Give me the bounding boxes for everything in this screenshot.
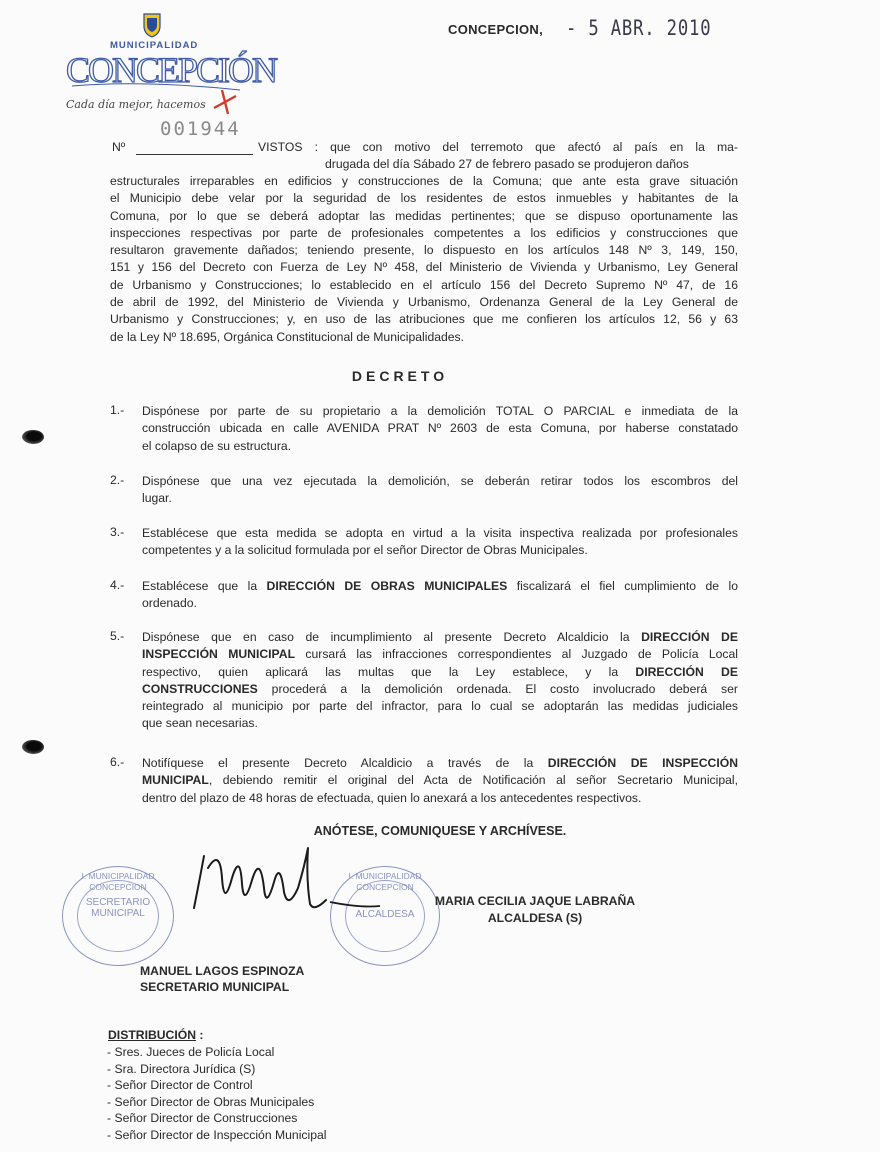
item-number: 6.- [110,755,125,769]
vistos-line: 151 y 156 del Decreto con Fuerza de Ley Nº 458, del Ministerio de Vivienda y Urbanismo, Ley General [110,260,738,275]
list-item: - Sra. Directora Jurídica (S) [107,1061,256,1076]
item-line: Establécese que esta medida se adopta en virtud a la visita inspectiva realizada por profesionales [142,526,738,540]
item-line: reintegrado al municipio por parte del infractor, para lo cual se adoptarán las medidas judiciales [142,699,738,714]
vistos-line: Comuna, por lo que se deberá adoptar las medidas pertinentes; que se dispuso oportunamente las [110,208,738,223]
handwritten-signature [180,838,380,918]
red-plus-icon [214,90,236,114]
closing-formula: ANÓTESE, COMUNIQUESE Y ARCHÍVESE. [313,824,567,838]
punch-hole [22,430,44,444]
secretary-name: MANUEL LAGOS ESPINOZA [140,964,305,978]
list-item: - Señor Director de Obras Municipales [107,1094,315,1109]
decree-number-underline [136,154,253,155]
list-item: - Señor Director de Inspección Municipal [107,1127,327,1142]
secretary-seal [62,866,174,966]
logo-top-text: MUNICIPALIDAD [110,40,199,51]
vistos-first-line: VISTOS : que con motivo del terremoto que afectó al país en la ma- [258,140,738,154]
decree-number-label: Nº [112,140,126,154]
item-line: el colapso de su estructura. [142,438,292,453]
item-number: 4.- [110,578,125,592]
distribution-list [107,1044,326,1143]
punch-hole [22,740,44,754]
city-label: CONCEPCION, [448,22,544,37]
decree-title: DECRETO [351,368,449,384]
seal-ring-text: I. MUNICIPALIDAD CONCEPCION [81,871,155,892]
vistos-line: de abril de 1992, del Ministerio de Vivienda y Urbanismo, Ordenanza General de la Ley General de [110,295,738,310]
municipality-logo [64,12,277,122]
item-number: 1.- [110,403,125,417]
logo-slogan-text: Cada día mejor, hacemos [66,98,206,111]
item-number: 2.- [110,473,125,487]
vistos-line: el Municipio debe velar por la seguridad de los residentes de estos inmuebles y habitantes de la [110,191,738,206]
vistos-second-line: drugada del día Sábado 27 de febrero pasado se produjeron daños [325,157,689,171]
decree-item-6: Notifíquese el presente Decreto Alcaldicio a través de la DIRECCIÓN DE INSPECCIÓN MUNICIPAL, debiendo remitir el original del Acta de Notificación al señor Secretario Municipal, dentro del plazo de 48 horas de efectuada, quien lo anexará a los antecedentes respectivos. [142,755,738,807]
item-line: lugar. [142,491,172,506]
item-number: 5.- [110,629,125,643]
item-line: Dispónese que una vez ejecutada la demolición, se deberán retirar todos los escombros del [142,474,738,488]
item-line: competentes y a la solicitud formulada por el señor Director de Obras Municipales. [142,543,588,558]
decree-number-value: 001944 [160,118,241,140]
vistos-line: resultaron gravemente dañados; teniendo presente, lo dispuesto en los artículos 148 Nº 3, 149, 150, [110,243,738,258]
obras-municipales-bold: DIRECCIÓN DE OBRAS MUNICIPALES [266,579,508,593]
decree-item-4: Establécese que la DIRECCIÓN DE OBRAS MUNICIPALES fiscalizará el fiel cumplimiento de lo ordenado. [142,578,738,613]
list-item: - Sres. Jueces de Policía Local [107,1045,275,1059]
mayor-title: ALCALDESA (S) [487,911,583,925]
decree-item-1 [142,403,738,455]
list-item: - Señor Director de Construcciones [107,1111,298,1125]
item-number: 3.- [110,525,125,539]
vistos-line: inspecciones respectivas por parte de profesionales competentes a los edificios y construcciones que [110,225,738,240]
mayor-signature-block [400,893,670,927]
vistos-line: de la Ley Nº 18.695, Orgánica Constitucional de Municipalidades. [110,329,465,344]
item-line: Dispónese por parte de su propietario a la demolición TOTAL O PARCIAL e inmediata de la [142,404,738,418]
list-item: - Señor Director de Control [107,1078,253,1092]
vistos-line: de Urbanismo y Construcciones; lo establecido en el artículo 156 del Decreto Supremo Nº 47, de 16 [110,277,738,292]
coat-of-arms-icon [64,12,277,122]
item-line: que sean necesarias. [142,716,258,731]
seal-center-text: SECRETARIO MUNICIPAL [85,897,151,919]
seal-center-text: ALCALDESA [355,909,415,920]
seal-ring-text: I. MUNICIPALIDAD CONCEPCION [348,871,422,892]
secretary-signature-block [140,963,340,995]
decree-item-5: Dispónese que en caso de incumplimiento al presente Decreto Alcaldicio la DIRECCIÓN DE INSPECCIÓN MUNICIPAL cursará las infracciones correspondientes al Juzgado de Policía Local respectivo, quien aplicará las multas que la Ley establece, y la DIRECCIÓN DE CONSTRUCCIONES procederá a la demolición ordenada. El costo involucrado deberá ser reintegrado al municipio por parte del infractor, para lo cual se adoptarán las medidas judiciales que sean necesarias. [142,629,738,733]
vistos-line: estructurales irreparables en edificios y construcciones de la Comuna; que ante esta grave situación [110,174,738,188]
item-line: ordenado. [142,596,197,611]
logo-name-text: CONCEPCIÓN [66,50,277,90]
vistos-line: Urbanismo y Construcciones; y, en uso de las atribuciones que me confieren los artículos 12, 56 y 63 [110,312,738,327]
vistos-paragraph [110,173,738,346]
item-line: construcción ubicada en calle AVENIDA PRAT Nº 2603 de esta Comuna, por haberse constatado [142,421,738,436]
decree-item-3 [142,525,738,560]
secretary-title: SECRETARIO MUNICIPAL [140,980,290,994]
date-stamp: - 5 ABR. 2010 [566,16,712,40]
mayor-name: MARIA CECILIA JAQUE LABRAÑA [434,894,636,908]
decree-item-2 [142,473,738,508]
item-line: dentro del plazo de 48 horas de efectuada, quien lo anexará a los antecedentes respectivos. [142,790,642,805]
distribution-heading: DISTRIBUCIÓN : [108,1028,204,1042]
